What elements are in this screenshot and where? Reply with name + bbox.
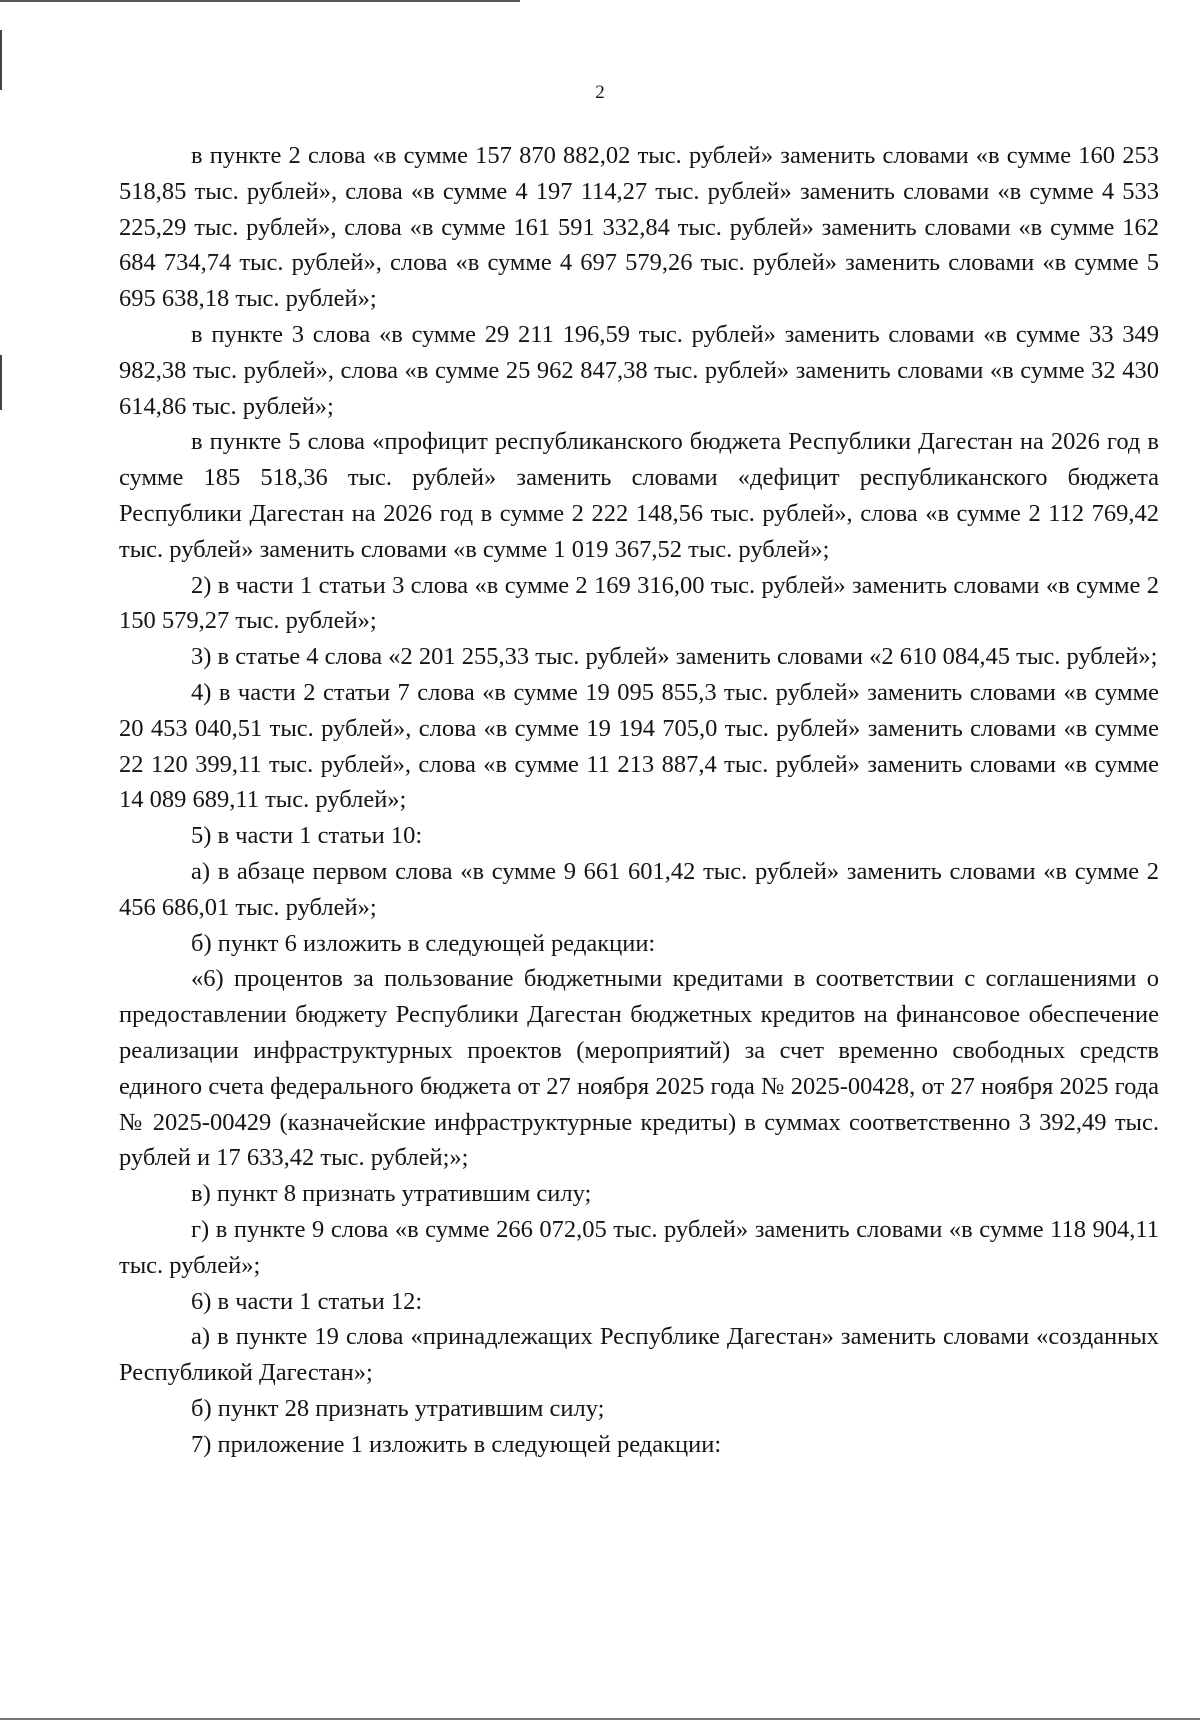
paragraph-item-6-article-12: 6) в части 1 статьи 12: (191, 1287, 423, 1315)
paragraph-item-6b: б) пункт 28 признать утратившим силу; (191, 1394, 605, 1422)
document-body (119, 138, 1159, 1462)
paragraph-item-5a: а) в абзаце первом слова «в сумме 9 661 601,42 тыс. рублей» заменить словами «в сумме 2 456 686,01 тыс. рублей»; (119, 857, 1159, 921)
paragraph-item-5g: г) в пункте 9 слова «в сумме 266 072,05 тыс. рублей» заменить словами «в сумме 118 904,11 тыс. рублей»; (119, 1215, 1159, 1279)
paragraph-item-7-appendix-1: 7) приложение 1 изложить в следующей редакции: (191, 1430, 722, 1458)
scan-left-edge-mark (0, 30, 2, 90)
paragraph-item-4-article-7: 4) в части 2 статьи 7 слова «в сумме 19 095 855,3 тыс. рублей» заменить словами «в сумме 20 453 040,51 тыс. рублей», слова «в сумме 19 194 705,0 тыс. рублей» заменить словами «в сумме 22 120 399,11 тыс. рублей», слова «в сумме 11 213 887,4 тыс. рублей» заменить словами «в сумме 14 089 689,11 тыс. рублей»; (119, 678, 1159, 814)
paragraph-item-6a: а) в пункте 19 слова «принадлежащих Республике Дагестан» заменить словами «созданных Республикой Дагестан»; (119, 1323, 1159, 1387)
scan-top-edge-line (0, 0, 520, 2)
paragraph-item-2-article-3: 2) в части 1 статьи 3 слова «в сумме 2 169 316,00 тыс. рублей» заменить словами «в сумме 2 150 579,27 тыс. рублей»; (119, 571, 1159, 635)
paragraph-item-5b: б) пункт 6 изложить в следующей редакции: (191, 929, 656, 957)
scan-left-edge-mark (0, 355, 2, 410)
paragraph-item-5v: в) пункт 8 признать утратившим силу; (191, 1180, 592, 1208)
paragraph-item-5-article-10: 5) в части 1 статьи 10: (191, 822, 423, 850)
paragraph-item-3-article-4: 3) в статье 4 слова «2 201 255,33 тыс. рублей» заменить словами «2 610 084,45 тыс. рублей»; (191, 643, 1158, 671)
paragraph-new-punkt-6-text: «6) процентов за пользование бюджетными кредитами в соответствии с соглашениями о предоставлении бюджету Республики Дагестан бюджетных кредитов на финансовое обеспечение реализации инфраструктурных проектов (мероприятий) за счет временно свободных средств единого счета федерального бюджета от 27 ноября 2025 года № 2025-00428, от 27 ноября 2025 года № 2025-00429 (казначейские инфраструктурные кредиты) в суммах соответственно 3 392,49 тыс. рублей и 17 633,42 тыс. рублей;»; (119, 965, 1159, 1172)
page-number: 2 (595, 82, 605, 103)
paragraph-punkt-3-sums: в пункте 3 слова «в сумме 29 211 196,59 тыс. рублей» заменить словами «в сумме 33 349 982,38 тыс. рублей», слова «в сумме 25 962 847,38 тыс. рублей» заменить словами «в сумме 32 430 614,86 тыс. рублей»; (119, 320, 1159, 420)
paragraph-punkt-5-deficit: в пункте 5 слова «профицит республиканского бюджета Республики Дагестан на 2026 год в сумме 185 518,36 тыс. рублей» заменить словами «дефицит республиканского бюджета Республики Дагестан на 2026 год в сумме 2 222 148,56 тыс. рублей», слова «в сумме 2 112 769,42 тыс. рублей» заменить словами «в сумме 1 019 367,52 тыс. рублей»; (119, 428, 1159, 563)
paragraph-punkt-2-sums: в пункте 2 слова «в сумме 157 870 882,02 тыс. рублей» заменить словами «в сумме 160 253 518,85 тыс. рублей», слова «в сумме 4 197 114,27 тыс. рублей» заменить словами «в сумме 4 533 225,29 тыс. рублей», слова «в сумме 161 591 332,84 тыс. рублей» заменить словами «в сумме 162 684 734,74 тыс. рублей», слова «в сумме 4 697 579,26 тыс. рублей» заменить словами «в сумме 5 695 638,18 тыс. рублей»; (119, 142, 1159, 313)
